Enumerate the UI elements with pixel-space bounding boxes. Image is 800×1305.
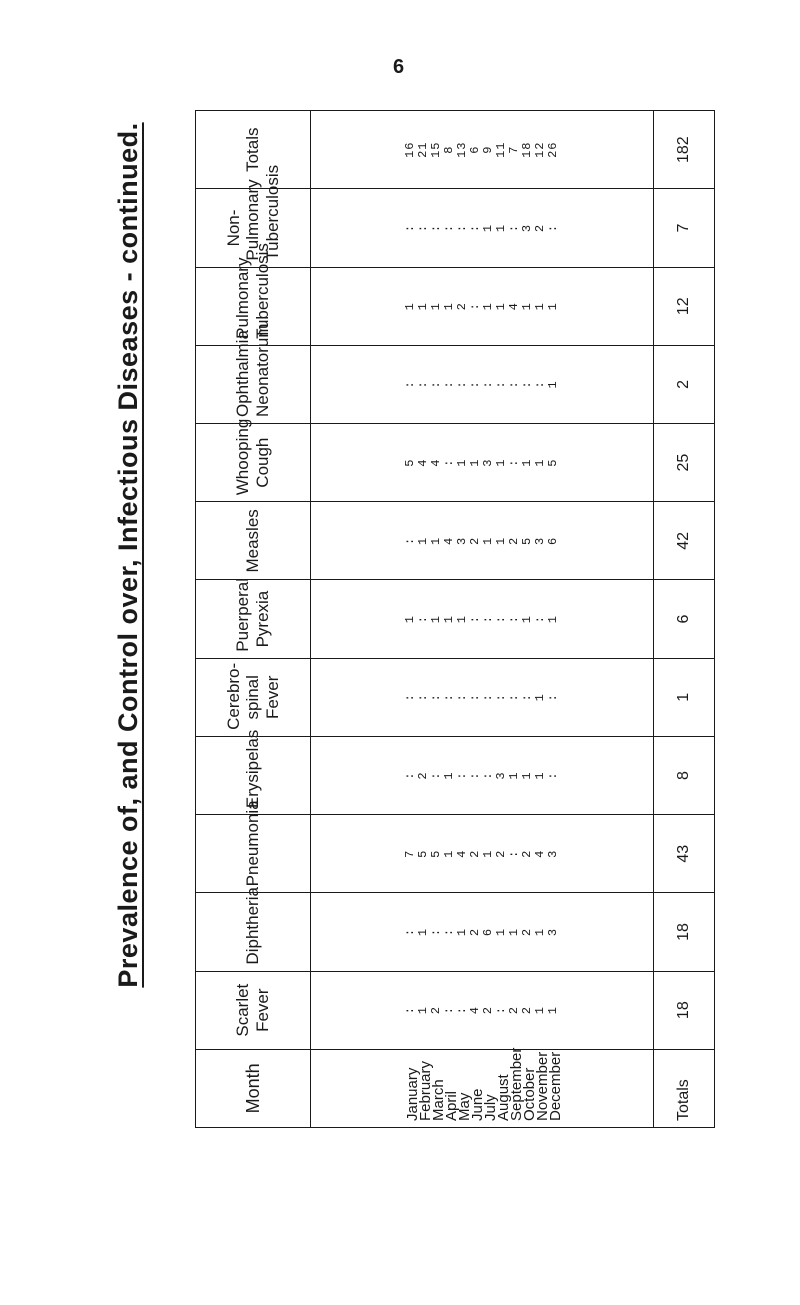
value-cell: :: [546, 223, 560, 233]
month-label: December: [547, 1051, 564, 1121]
value-cell: 1: [533, 302, 547, 311]
column-header: Measles: [196, 502, 311, 580]
value-cell: :: [533, 380, 547, 389]
value-cell: :: [403, 223, 417, 233]
month-label: August: [495, 1074, 512, 1121]
value-cell: 1: [546, 1006, 560, 1015]
column-values: [311, 736, 654, 814]
value-cell: :: [416, 614, 430, 624]
value-cell: 1: [416, 1006, 430, 1015]
column-header: Pulmonary Tuberculosis: [196, 267, 311, 345]
month-label: January: [404, 1067, 421, 1121]
value-cell: :: [442, 458, 456, 467]
value-cell: :: [494, 614, 508, 624]
value-cell: 1: [546, 380, 560, 389]
value-cell: 16: [403, 141, 417, 158]
value-cell: :: [403, 771, 417, 780]
column-header: Puerperal Pyrexia: [196, 580, 311, 658]
value-cell: 1: [546, 302, 560, 311]
value-cell: 1: [455, 458, 469, 467]
column-header: Erysipelas: [196, 736, 311, 814]
value-cell: 5: [416, 849, 430, 858]
value-cell: 6: [468, 145, 482, 154]
page-number: 6: [393, 56, 405, 78]
value-cell: 1: [533, 693, 547, 702]
value-cell: 3: [546, 849, 560, 858]
column-values: [311, 424, 654, 502]
value-cell: :: [403, 380, 417, 389]
value-cell: 1: [429, 302, 443, 311]
value-cell: :: [468, 614, 482, 624]
value-cell: 2: [533, 223, 547, 233]
value-cell: :: [481, 380, 495, 389]
month-label: September: [508, 1047, 525, 1121]
value-cell: 2: [455, 302, 469, 311]
value-cell: 2: [416, 771, 430, 780]
value-cell: 1: [455, 927, 469, 937]
value-cell: 1: [494, 927, 508, 937]
value-cell: :: [468, 223, 482, 233]
table-header-row: [196, 111, 311, 1128]
value-cell: 4: [455, 849, 469, 858]
value-cell: 4: [468, 1006, 482, 1015]
value-cell: :: [416, 693, 430, 702]
column-header: Ophthalmia Neonatorum: [196, 345, 311, 423]
value-cell: 1: [533, 1006, 547, 1015]
month-label: July: [482, 1094, 499, 1121]
column-header: Whooping Cough: [196, 424, 311, 502]
value-cell: 1: [468, 458, 482, 467]
value-cell: 7: [403, 849, 417, 858]
value-cell: 15: [429, 141, 443, 158]
value-cell: 1: [442, 302, 456, 311]
value-cell: 3: [533, 536, 547, 545]
value-cell: 1: [494, 536, 508, 545]
value-cell: 5: [520, 536, 534, 545]
column-values: [311, 893, 654, 971]
total-cell: 18: [654, 893, 715, 971]
value-cell: :: [455, 223, 469, 233]
disease-table: [195, 110, 715, 1128]
value-cell: :: [429, 693, 443, 702]
value-cell: :: [403, 927, 417, 937]
value-cell: 1: [416, 927, 430, 937]
value-cell: :: [416, 380, 430, 389]
value-cell: 13: [455, 141, 469, 158]
monthly-values-row: [311, 111, 654, 1128]
value-cell: :: [481, 771, 495, 780]
value-cell: :: [507, 849, 521, 858]
month-label: November: [534, 1051, 551, 1121]
value-cell: 1: [481, 849, 495, 858]
value-cell: 1: [455, 614, 469, 624]
value-cell: :: [416, 223, 430, 233]
total-cell: 8: [654, 736, 715, 814]
total-cell: 1: [654, 658, 715, 736]
value-cell: 6: [481, 927, 495, 937]
column-header: Cerebro-spinal Fever: [196, 658, 311, 736]
value-cell: :: [455, 693, 469, 702]
column-header: Non-Pulmonary Tuberculosis: [196, 189, 311, 267]
value-cell: :: [442, 380, 456, 389]
column-header: Totals: [196, 111, 311, 189]
value-cell: 1: [507, 771, 521, 780]
value-cell: 1: [481, 536, 495, 545]
value-cell: 2: [507, 536, 521, 545]
value-cell: :: [455, 1006, 469, 1015]
value-cell: 1: [533, 927, 547, 937]
value-cell: :: [468, 302, 482, 311]
value-cell: :: [429, 380, 443, 389]
totals-label: Totals: [654, 1049, 715, 1127]
value-cell: 1: [416, 536, 430, 545]
value-cell: :: [468, 771, 482, 780]
month-header: Month: [196, 1049, 311, 1127]
value-cell: 5: [546, 458, 560, 467]
value-cell: 4: [429, 458, 443, 467]
total-cell: 6: [654, 580, 715, 658]
value-cell: :: [429, 927, 443, 937]
value-cell: :: [546, 771, 560, 780]
value-cell: :: [520, 380, 534, 389]
value-cell: :: [507, 223, 521, 233]
value-cell: 26: [546, 141, 560, 158]
value-cell: 1: [494, 302, 508, 311]
total-cell: 18: [654, 971, 715, 1049]
value-cell: 1: [416, 302, 430, 311]
value-cell: 18: [520, 141, 534, 158]
value-cell: 5: [429, 849, 443, 858]
value-cell: 1: [494, 223, 508, 233]
column-values: [311, 502, 654, 580]
value-cell: :: [507, 614, 521, 624]
value-cell: 1: [429, 536, 443, 545]
month-label: June: [469, 1088, 486, 1121]
value-cell: :: [442, 223, 456, 233]
column-values: [311, 815, 654, 893]
value-cell: :: [546, 693, 560, 702]
value-cell: 4: [442, 536, 456, 545]
month-label: February: [417, 1060, 434, 1121]
value-cell: 3: [546, 927, 560, 937]
value-cell: :: [507, 380, 521, 389]
value-cell: :: [429, 771, 443, 780]
total-cell: 42: [654, 502, 715, 580]
value-cell: 3: [494, 771, 508, 780]
value-cell: 4: [533, 849, 547, 858]
value-cell: 3: [481, 458, 495, 467]
value-cell: 1: [520, 302, 534, 311]
disease-table-rotated: [195, 110, 715, 1128]
column-values: [311, 658, 654, 736]
total-cell: 43: [654, 815, 715, 893]
value-cell: :: [403, 536, 417, 545]
value-cell: 1: [546, 614, 560, 624]
value-cell: :: [494, 1006, 508, 1015]
value-cell: 1: [429, 614, 443, 624]
column-values: [311, 580, 654, 658]
value-cell: :: [455, 771, 469, 780]
value-cell: :: [429, 223, 443, 233]
totals-row: [654, 111, 715, 1128]
month-list: [311, 1049, 654, 1127]
value-cell: 11: [494, 141, 508, 158]
value-cell: 2: [468, 849, 482, 858]
value-cell: :: [481, 693, 495, 702]
value-cell: :: [442, 1006, 456, 1015]
value-cell: :: [494, 693, 508, 702]
value-cell: 1: [481, 223, 495, 233]
value-cell: 1: [442, 849, 456, 858]
value-cell: :: [507, 458, 521, 467]
value-cell: 5: [403, 458, 417, 467]
value-cell: 8: [442, 145, 456, 154]
value-cell: 2: [481, 1006, 495, 1015]
value-cell: 3: [520, 223, 534, 233]
value-cell: 1: [481, 302, 495, 311]
value-cell: 1: [533, 458, 547, 467]
month-label: October: [521, 1067, 538, 1121]
value-cell: :: [455, 380, 469, 389]
value-cell: 6: [546, 536, 560, 545]
value-cell: 2: [468, 536, 482, 545]
value-cell: :: [520, 693, 534, 702]
month-label: April: [443, 1090, 460, 1121]
value-cell: :: [468, 693, 482, 702]
value-cell: 7: [507, 145, 521, 154]
value-cell: 4: [507, 302, 521, 311]
month-label: March: [430, 1079, 447, 1121]
page-title: Prevalence of, and Control over, Infectious Diseases - continued.: [112, 122, 143, 988]
value-cell: 2: [520, 849, 534, 858]
value-cell: 2: [520, 927, 534, 937]
total-cell: 7: [654, 189, 715, 267]
value-cell: 1: [403, 302, 417, 311]
value-cell: :: [403, 693, 417, 702]
value-cell: 12: [533, 141, 547, 158]
value-cell: 1: [520, 614, 534, 624]
column-values: [311, 111, 654, 189]
column-header: Diphtheria: [196, 893, 311, 971]
value-cell: 1: [520, 771, 534, 780]
value-cell: :: [468, 380, 482, 389]
value-cell: 2: [520, 1006, 534, 1015]
value-cell: :: [442, 693, 456, 702]
total-cell: 25: [654, 424, 715, 502]
value-cell: :: [533, 614, 547, 624]
value-cell: 1: [494, 458, 508, 467]
value-cell: 3: [455, 536, 469, 545]
value-cell: 1: [533, 771, 547, 780]
column-header: Scarlet Fever: [196, 971, 311, 1049]
value-cell: :: [442, 927, 456, 937]
value-cell: :: [507, 693, 521, 702]
value-cell: :: [403, 1006, 417, 1015]
value-cell: 1: [403, 614, 417, 624]
value-cell: 1: [507, 927, 521, 937]
value-cell: 2: [507, 1006, 521, 1015]
column-values: [311, 345, 654, 423]
column-values: [311, 189, 654, 267]
value-cell: 2: [494, 849, 508, 858]
value-cell: 2: [429, 1006, 443, 1015]
total-cell: 12: [654, 267, 715, 345]
value-cell: :: [494, 380, 508, 389]
value-cell: 1: [520, 458, 534, 467]
value-cell: 1: [442, 771, 456, 780]
column-values: [311, 971, 654, 1049]
total-cell: 2: [654, 345, 715, 423]
month-label: May: [456, 1092, 473, 1121]
column-values: [311, 267, 654, 345]
value-cell: :: [481, 614, 495, 624]
value-cell: 2: [468, 927, 482, 937]
column-header: Pneumonia: [196, 815, 311, 893]
total-cell: 182: [654, 111, 715, 189]
value-cell: 1: [442, 614, 456, 624]
value-cell: 4: [416, 458, 430, 467]
value-cell: 21: [416, 141, 430, 158]
value-cell: 9: [481, 145, 495, 154]
